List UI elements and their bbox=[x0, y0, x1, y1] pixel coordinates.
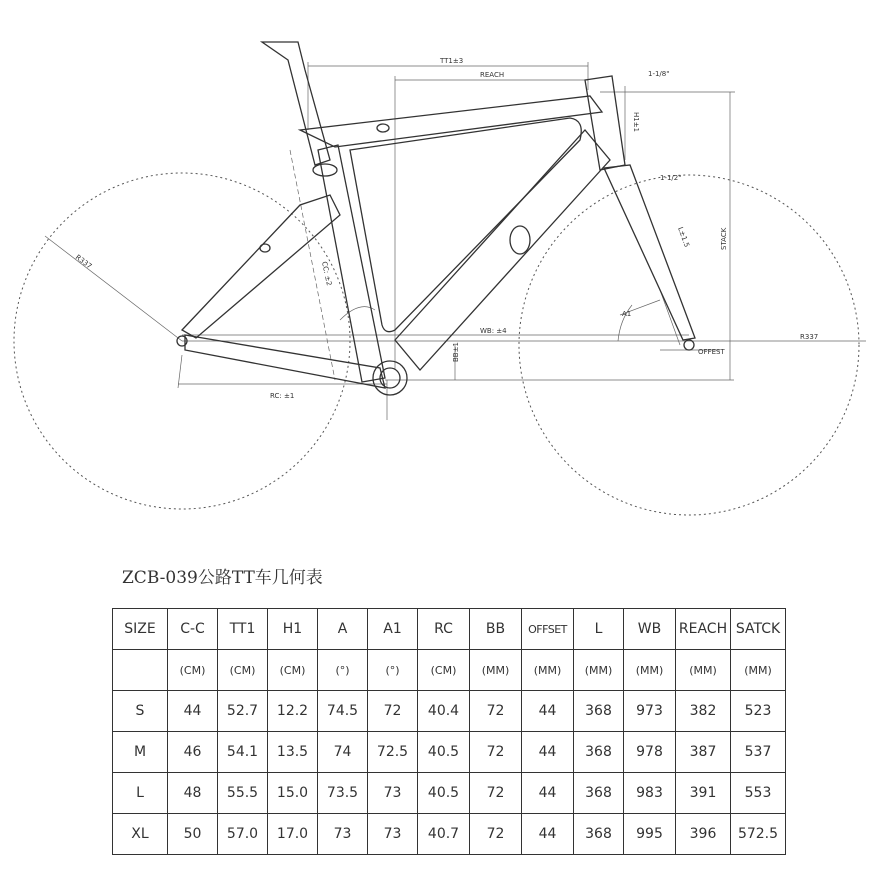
table-row-cell: 40.5 bbox=[418, 773, 470, 814]
units-row-cell: (MM) bbox=[470, 650, 522, 691]
bike-frame bbox=[177, 42, 695, 395]
table-row-cell: 17.0 bbox=[268, 814, 318, 855]
table-row-cell: 73 bbox=[368, 814, 418, 855]
header-row-cell: WB bbox=[624, 609, 676, 650]
table-row-cell: 382 bbox=[676, 691, 731, 732]
table-row-cell: 72 bbox=[470, 773, 522, 814]
table-row-cell: 54.1 bbox=[218, 732, 268, 773]
table-row-cell: M bbox=[113, 732, 168, 773]
table-row-cell: 44 bbox=[522, 773, 574, 814]
header-row-cell: SATCK bbox=[731, 609, 786, 650]
bb-label: BB±1 bbox=[452, 342, 460, 362]
table-row-cell: 983 bbox=[624, 773, 676, 814]
table-row bbox=[113, 732, 786, 773]
table-row bbox=[113, 691, 786, 732]
headset-bottom-label: 1-1/2" bbox=[660, 174, 682, 182]
units-row-cell: (MM) bbox=[574, 650, 624, 691]
table-row-cell: 52.7 bbox=[218, 691, 268, 732]
header-row-cell: TT1 bbox=[218, 609, 268, 650]
stack-label: STACK bbox=[720, 227, 728, 250]
table-row-cell: 44 bbox=[522, 814, 574, 855]
table-row-cell: 391 bbox=[676, 773, 731, 814]
header-row-cell: A1 bbox=[368, 609, 418, 650]
table-row-cell: 73 bbox=[318, 814, 368, 855]
header-row-cell: RC bbox=[418, 609, 470, 650]
table-row-cell: 973 bbox=[624, 691, 676, 732]
units-row-cell bbox=[113, 650, 168, 691]
r-right-label: R337 bbox=[800, 333, 819, 341]
h1-label: H1±1 bbox=[632, 112, 640, 133]
table-row-cell: 368 bbox=[574, 773, 624, 814]
tt-label: TT1±3 bbox=[440, 57, 464, 65]
header-row-cell: L bbox=[574, 609, 624, 650]
table-row-cell: 572.5 bbox=[731, 814, 786, 855]
units-row-cell: (MM) bbox=[522, 650, 574, 691]
units-row bbox=[113, 650, 786, 691]
table-row-cell: 72.5 bbox=[368, 732, 418, 773]
r-left-label: R337 bbox=[73, 253, 94, 271]
table-row-cell: 368 bbox=[574, 814, 624, 855]
units-row-cell: (°) bbox=[318, 650, 368, 691]
table-row-cell: 553 bbox=[731, 773, 786, 814]
header-row-cell: REACH bbox=[676, 609, 731, 650]
front-wheel-outline bbox=[519, 175, 859, 515]
header-row-cell: BB bbox=[470, 609, 522, 650]
header-row-cell: SIZE bbox=[113, 609, 168, 650]
table-row-cell: 40.5 bbox=[418, 732, 470, 773]
units-row-cell: (MM) bbox=[676, 650, 731, 691]
headset-top-label: 1-1/8" bbox=[648, 70, 670, 78]
table-row-cell: 73 bbox=[368, 773, 418, 814]
table-row-cell: 72 bbox=[470, 732, 522, 773]
table-row bbox=[113, 773, 786, 814]
table-row-cell: 74.5 bbox=[318, 691, 368, 732]
units-row-cell: (CM) bbox=[418, 650, 470, 691]
table-row-cell: 40.4 bbox=[418, 691, 470, 732]
table-row-cell: 387 bbox=[676, 732, 731, 773]
l-label: L±1.5 bbox=[676, 225, 691, 249]
table-row-cell: 368 bbox=[574, 732, 624, 773]
table-row-cell: 368 bbox=[574, 691, 624, 732]
units-row-cell: (CM) bbox=[268, 650, 318, 691]
table-row bbox=[113, 814, 786, 855]
wb-label: WB: ±4 bbox=[480, 327, 507, 335]
table-row-cell: 15.0 bbox=[268, 773, 318, 814]
geometry-table bbox=[112, 608, 786, 855]
table-row-cell: 72 bbox=[470, 814, 522, 855]
table-row-cell: 48 bbox=[168, 773, 218, 814]
header-row-cell: H1 bbox=[268, 609, 318, 650]
table-row-cell: 55.5 bbox=[218, 773, 268, 814]
table-row-cell: 74 bbox=[318, 732, 368, 773]
units-row-cell: (°) bbox=[368, 650, 418, 691]
rc-label: RC: ±1 bbox=[270, 392, 295, 400]
table-row-cell: 396 bbox=[676, 814, 731, 855]
table-row-cell: 50 bbox=[168, 814, 218, 855]
table-row-cell: 73.5 bbox=[318, 773, 368, 814]
table-body bbox=[113, 609, 786, 855]
cc-label: CC: ±2 bbox=[320, 260, 334, 287]
table-row-cell: 523 bbox=[731, 691, 786, 732]
table-row-cell: 46 bbox=[168, 732, 218, 773]
table-row-cell: 40.7 bbox=[418, 814, 470, 855]
table-row-cell: 13.5 bbox=[268, 732, 318, 773]
table-row-cell: S bbox=[113, 691, 168, 732]
header-row-cell: C-C bbox=[168, 609, 218, 650]
reach-label: REACH bbox=[480, 71, 505, 79]
table-row-cell: 57.0 bbox=[218, 814, 268, 855]
table-row-cell: 978 bbox=[624, 732, 676, 773]
units-row-cell: (MM) bbox=[624, 650, 676, 691]
table-row-cell: 44 bbox=[168, 691, 218, 732]
table-row-cell: 44 bbox=[522, 732, 574, 773]
table-row-cell: 995 bbox=[624, 814, 676, 855]
header-row-cell: OFFSET bbox=[522, 609, 574, 650]
table-row-cell: 12.2 bbox=[268, 691, 318, 732]
units-row-cell: (CM) bbox=[168, 650, 218, 691]
table-row-cell: 72 bbox=[470, 691, 522, 732]
table-row-cell: L bbox=[113, 773, 168, 814]
header-row-cell: A bbox=[318, 609, 368, 650]
table-row-cell: 44 bbox=[522, 691, 574, 732]
units-row-cell: (CM) bbox=[218, 650, 268, 691]
table-row-cell: 537 bbox=[731, 732, 786, 773]
a1-label: A1 bbox=[622, 310, 632, 318]
dimension-lines bbox=[45, 62, 866, 420]
offset-label: OFFEST bbox=[698, 348, 725, 356]
units-row-cell: (MM) bbox=[731, 650, 786, 691]
table-row-cell: 72 bbox=[368, 691, 418, 732]
table-caption: ZCB-039公路TT车几何表 bbox=[122, 568, 323, 588]
table-row-cell: XL bbox=[113, 814, 168, 855]
header-row bbox=[113, 609, 786, 650]
